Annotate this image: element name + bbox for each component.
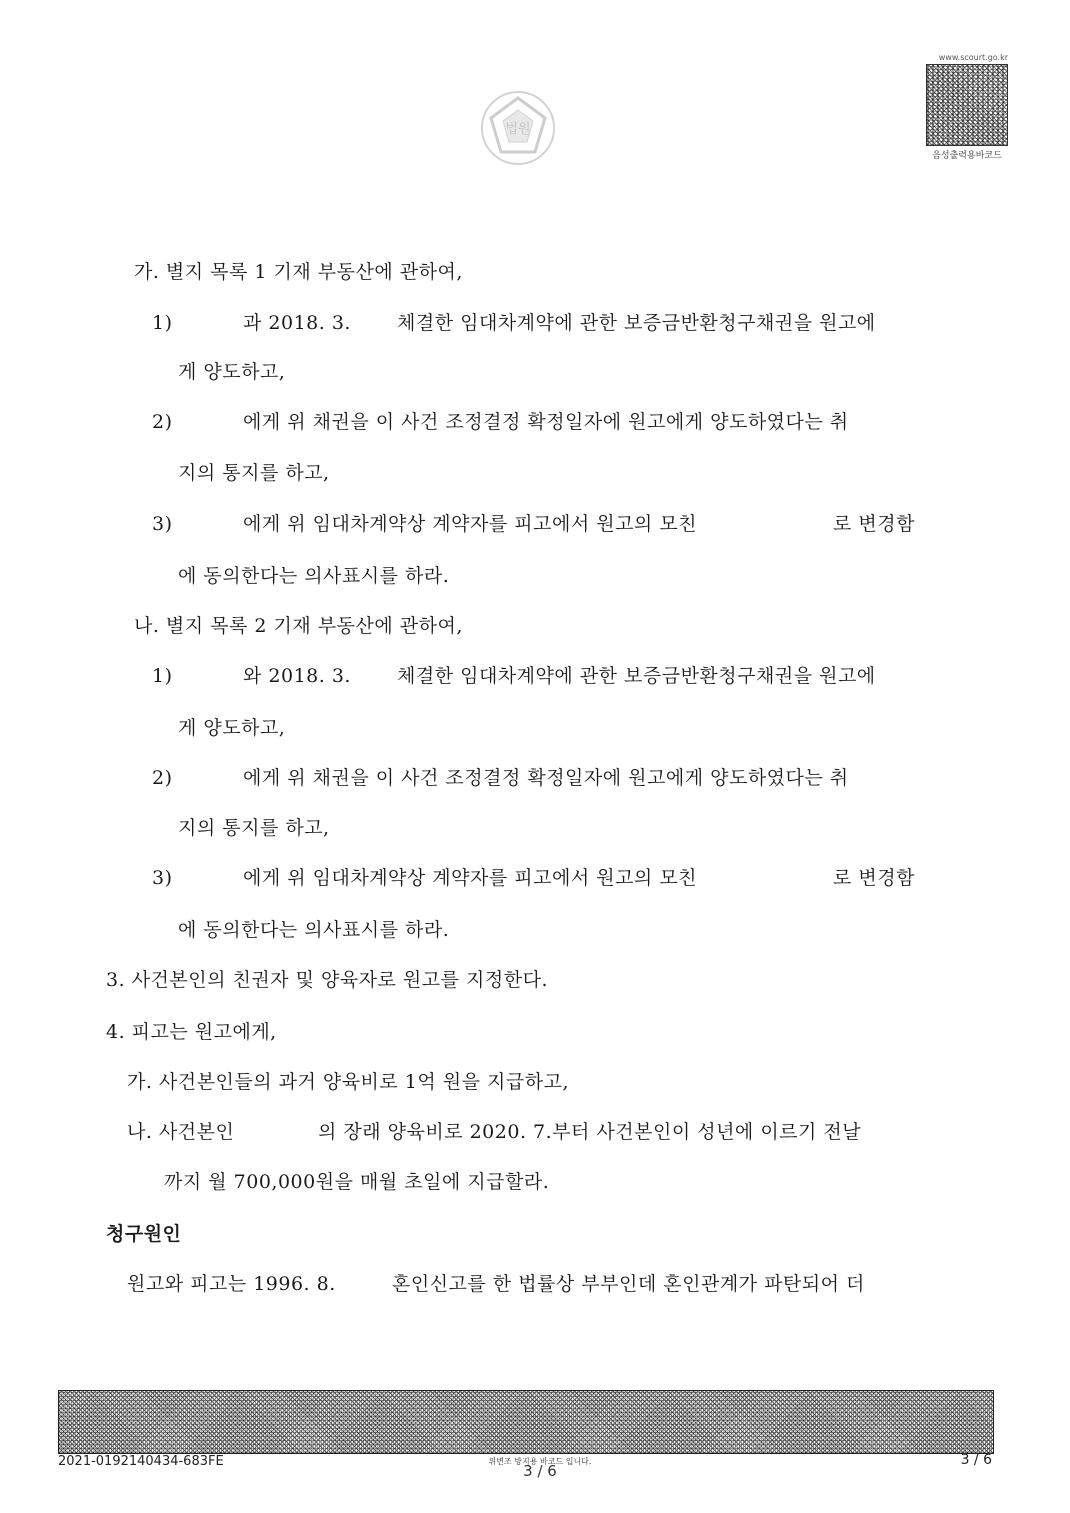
cause-text-part: 혼인신고를 한 법률상 부부인데 혼인관계가 파탄되어 더 bbox=[392, 1273, 865, 1295]
seal-text: 법원 bbox=[505, 122, 531, 137]
item-4-na-cont bbox=[164, 1170, 549, 1194]
anti-forgery-barcode bbox=[58, 1390, 994, 1454]
qr-caption: 음성출력용바코드 bbox=[932, 151, 1002, 161]
clause-text: 체결한 임대차계약에 관한 보증금반환청구채권을 원고에 bbox=[397, 665, 876, 687]
clause-number: 1) bbox=[152, 665, 173, 687]
clause-text: 에 동의한다는 의사표시를 하라. bbox=[178, 565, 450, 587]
clause-text: 로 변경함 bbox=[833, 513, 915, 535]
cause-text-part: 원고와 피고는 1996. 8. bbox=[127, 1273, 336, 1295]
clause-text: 지의 통지를 하고, bbox=[178, 817, 330, 839]
clause-number: 3) bbox=[152, 867, 173, 889]
item-text: 까지 월 700,000원을 매월 초일에 지급할라. bbox=[164, 1171, 550, 1193]
page-number-center: 3 / 6 bbox=[523, 1462, 557, 1480]
item-text: 의 장래 양육비로 2020. 7.부터 사건본인이 성년에 이르기 전날 bbox=[318, 1121, 862, 1143]
clause-text: 에 동의한다는 의사표시를 하라. bbox=[178, 919, 450, 941]
clause-text: 로 변경함 bbox=[833, 867, 915, 889]
clause-na-3-cont bbox=[178, 918, 449, 942]
clause-na-1-cont bbox=[178, 716, 285, 740]
clause-text: 게 양도하고, bbox=[178, 361, 286, 383]
heading-text: 청구원인 bbox=[106, 1223, 182, 1245]
item-text: 가. 사건본인들의 과거 양육비로 1억 원을 지급하고, bbox=[127, 1071, 569, 1093]
clause-ga-1-cont bbox=[178, 360, 285, 384]
clause-text: 지의 통지를 하고, bbox=[178, 462, 330, 484]
clause-na-text: 나. 별지 목록 2 기재 부동산에 관하여, bbox=[134, 615, 463, 637]
clause-ga-text: 가. 별지 목록 1 기재 부동산에 관하여, bbox=[134, 261, 463, 283]
item-3 bbox=[106, 968, 548, 992]
clause-number: 1) bbox=[152, 312, 173, 334]
clause-text: 에게 위 채권을 이 사건 조정결정 확정일자에 원고에게 양도하였다는 취 bbox=[243, 767, 849, 789]
item-text: 나. 사건본인 bbox=[127, 1121, 235, 1143]
clause-text: 과 2018. 3. bbox=[243, 312, 351, 334]
clause-text: 에게 위 임대차계약상 계약자를 피고에서 원고의 모친 bbox=[243, 513, 698, 535]
item-4 bbox=[106, 1020, 277, 1044]
item-4-ga bbox=[127, 1070, 569, 1094]
clause-text: 와 2018. 3. bbox=[243, 665, 351, 687]
clause-number: 2) bbox=[152, 767, 173, 789]
clause-ga-2-cont bbox=[178, 461, 330, 485]
clause-ga-3-cont bbox=[178, 564, 449, 588]
court-seal-watermark bbox=[478, 88, 558, 168]
document-id: 2021-0192140434-683FE bbox=[58, 1454, 224, 1469]
barcode-note: 위변조 방지용 바코드 입니다. bbox=[488, 1457, 592, 1466]
clause-text: 체결한 임대차계약에 관한 보증금반환청구채권을 원고에 bbox=[397, 312, 876, 334]
item-text: 3. 사건본인의 친권자 및 양육자로 원고를 지정한다. bbox=[106, 969, 548, 991]
cause-heading bbox=[106, 1222, 181, 1246]
audio-barcode bbox=[926, 52, 1008, 161]
clause-text: 에게 위 임대차계약상 계약자를 피고에서 원고의 모친 bbox=[243, 867, 698, 889]
clause-ga bbox=[134, 260, 463, 284]
clause-na bbox=[134, 614, 463, 638]
clause-na-2-cont bbox=[178, 816, 330, 840]
clause-text: 게 양도하고, bbox=[178, 717, 286, 739]
clause-number: 2) bbox=[152, 411, 173, 433]
qr-code-icon bbox=[926, 64, 1008, 146]
clause-text: 에게 위 채권을 이 사건 조정결정 확정일자에 원고에게 양도하였다는 취 bbox=[243, 411, 849, 433]
page-number-right: 3 / 6 bbox=[960, 1452, 992, 1468]
item-text: 4. 피고는 원고에게, bbox=[106, 1021, 277, 1043]
qr-url: www.scourt.go.kr bbox=[938, 53, 1008, 62]
clause-number: 3) bbox=[152, 513, 173, 535]
